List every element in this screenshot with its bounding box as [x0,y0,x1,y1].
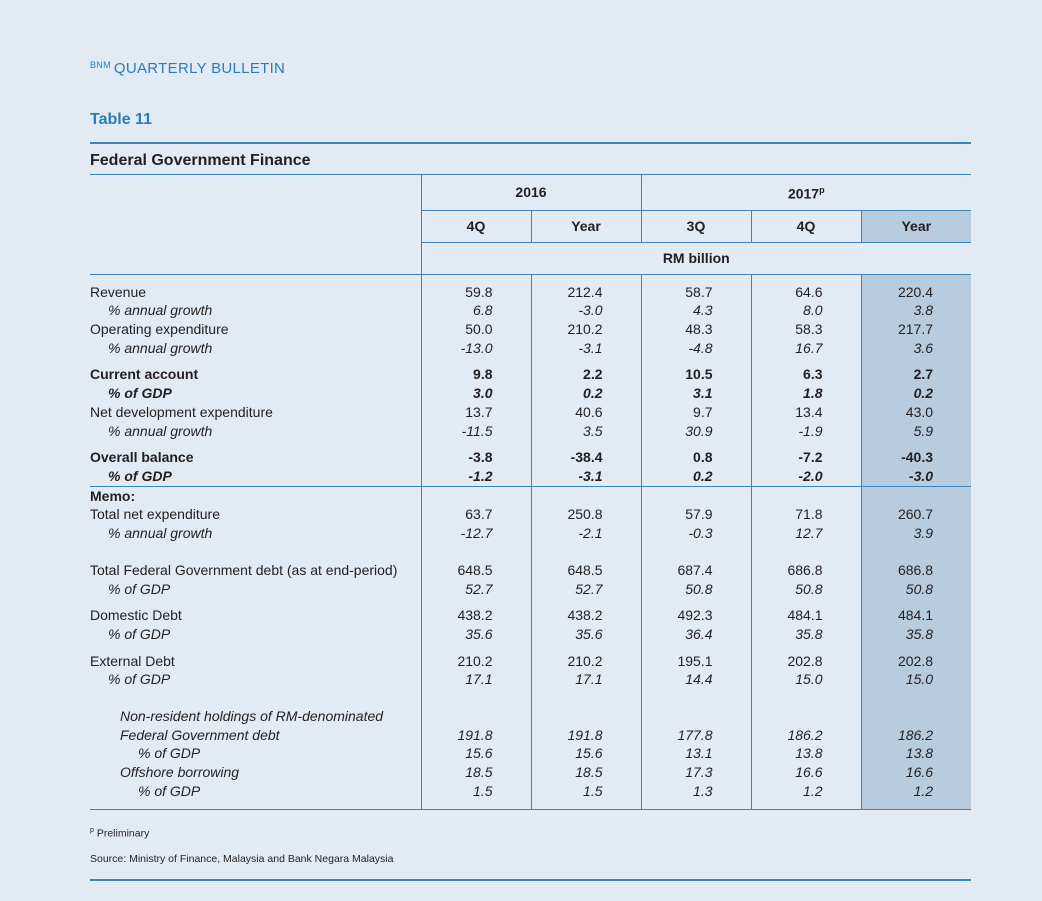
value-cell: -11.5 [421,422,531,441]
value-cell: 210.2 [421,652,531,671]
value-cell: 14.4 [641,670,751,689]
value-cell: 35.8 [751,625,861,644]
spacer-cell [751,357,861,365]
header-blank [90,175,421,211]
value-cell: 686.8 [751,561,861,580]
col-header-year-2017: Year [861,210,971,242]
spacer-cell [641,274,751,283]
value-cell: 687.4 [641,561,751,580]
row-label: % of GDP [108,671,171,688]
table-row [90,561,971,580]
spacer-cell [641,543,751,561]
footnote-sup: p [90,827,94,834]
spacer-row [90,543,971,561]
value-cell: 71.8 [751,505,861,524]
value-cell: 35.6 [421,625,531,644]
value-cell: 212.4 [531,283,641,302]
table-row [90,652,971,671]
col-header-year-2016: Year [531,210,641,242]
table-row [90,403,971,422]
spacer-cell [531,543,641,561]
header-row-years [90,175,971,211]
spacer-cell [90,689,421,707]
table-row [90,782,971,801]
table-row [90,301,971,320]
row-label: Domestic Debt [90,607,182,624]
bulletin-title: QUARTERLY BULLETIN [113,60,286,77]
value-cell: 58.3 [751,320,861,339]
value-cell: 1.2 [861,782,971,801]
value-cell: 1.8 [751,384,861,403]
value-cell: 202.8 [861,652,971,671]
table-row [90,670,971,689]
value-cell: 50.8 [641,580,751,599]
spacer-cell [751,598,861,606]
value-cell: 58.7 [641,283,751,302]
spacer-cell [641,644,751,652]
value-cell: 260.7 [861,505,971,524]
spacer-cell [861,598,971,606]
spacer-cell [861,440,971,448]
col-header-3q-2017: 3Q [641,210,751,242]
value-cell: 686.8 [861,561,971,580]
spacer-cell [421,274,531,283]
table-row [90,707,971,726]
spacer-cell [861,357,971,365]
spacer-cell [861,689,971,707]
spacer-cell [641,689,751,707]
spacer-cell [421,357,531,365]
spacer-cell [90,644,421,652]
row-label: % of GDP [138,782,201,799]
value-cell [531,486,641,505]
spacer-cell [861,274,971,283]
value-cell: 648.5 [421,561,531,580]
value-cell [641,707,751,726]
value-cell: -40.3 [861,448,971,467]
spacer-cell [751,801,861,810]
value-cell: 438.2 [531,606,641,625]
value-cell: 186.2 [751,726,861,745]
value-cell: 195.1 [641,652,751,671]
table-row [90,505,971,524]
spacer-cell [531,274,641,283]
table-row [90,486,971,505]
row-label: % annual growth [108,422,213,439]
spacer-cell [90,543,421,561]
table-row [90,726,971,745]
spacer-cell [90,598,421,606]
value-cell: 13.8 [751,744,861,763]
value-cell: -3.0 [531,301,641,320]
spacer-cell [751,543,861,561]
row-label: % annual growth [108,525,213,542]
spacer-cell [421,598,531,606]
value-cell: 191.8 [531,726,641,745]
table-row [90,422,971,441]
value-cell: 50.8 [751,580,861,599]
value-cell: 191.8 [421,726,531,745]
value-cell: 8.0 [751,301,861,320]
row-label: % annual growth [108,302,213,319]
col-header-4q-2017: 4Q [751,210,861,242]
value-cell: 15.0 [861,670,971,689]
col-header-4q-2016: 4Q [421,210,531,242]
spacer-cell [90,357,421,365]
value-cell: -3.1 [531,339,641,358]
value-cell: -12.7 [421,524,531,543]
value-cell: 13.4 [751,403,861,422]
value-cell: 13.1 [641,744,751,763]
value-cell: 16.6 [751,763,861,782]
value-cell: 17.1 [421,670,531,689]
value-cell [861,486,971,505]
value-cell: -0.3 [641,524,751,543]
spacer-cell [861,801,971,810]
spacer-row [90,274,971,283]
spacer-cell [751,644,861,652]
value-cell: -13.0 [421,339,531,358]
value-cell [641,486,751,505]
value-cell [421,707,531,726]
spacer-cell [641,598,751,606]
spacer-cell [421,644,531,652]
value-cell: 492.3 [641,606,751,625]
value-cell: 0.2 [641,467,751,486]
value-cell: 0.8 [641,448,751,467]
value-cell: -7.2 [751,448,861,467]
spacer-cell [641,801,751,810]
value-cell: 210.2 [531,652,641,671]
table-row [90,580,971,599]
value-cell: 1.5 [421,782,531,801]
table-row [90,283,971,302]
spacer-cell [641,357,751,365]
value-cell: 59.8 [421,283,531,302]
value-cell: -3.1 [531,467,641,486]
spacer-cell [421,543,531,561]
row-label: % annual growth [108,339,213,356]
table-row [90,384,971,403]
table-row [90,763,971,782]
row-label: % of GDP [108,385,172,402]
value-cell: 3.5 [531,422,641,441]
value-cell: 36.4 [641,625,751,644]
value-cell: 15.0 [751,670,861,689]
table-row [90,524,971,543]
bottom-divider [90,879,971,881]
value-cell: 3.1 [641,384,751,403]
value-cell: 18.5 [421,763,531,782]
row-label: Net development expenditure [90,403,273,420]
spacer-cell [531,689,641,707]
value-cell: -4.8 [641,339,751,358]
value-cell: -1.2 [421,467,531,486]
spacer-cell [421,689,531,707]
value-cell: 12.7 [751,524,861,543]
row-label: % of GDP [108,467,172,484]
value-cell: 13.8 [861,744,971,763]
value-cell: 30.9 [641,422,751,441]
spacer-cell [641,440,751,448]
value-cell: 15.6 [421,744,531,763]
value-cell: 484.1 [751,606,861,625]
spacer-cell [90,440,421,448]
value-cell: 43.0 [861,403,971,422]
value-cell [531,707,641,726]
spacer-cell [861,543,971,561]
spacer-cell [531,357,641,365]
header-2017-year: 2017 [787,185,820,202]
top-divider [90,142,971,144]
row-label: Memo: [90,486,421,505]
value-cell: 210.2 [531,320,641,339]
value-cell: -3.8 [421,448,531,467]
value-cell: 648.5 [531,561,641,580]
value-cell [751,486,861,505]
spacer-row [90,357,971,365]
table-row [90,320,971,339]
value-cell: -2.1 [531,524,641,543]
value-cell: -38.4 [531,448,641,467]
row-label: Non-resident holdings of RM-denominated [120,708,384,725]
spacer-cell [531,801,641,810]
value-cell: 50.8 [861,580,971,599]
spacer-row [90,644,971,652]
value-cell [421,486,531,505]
value-cell: 35.8 [861,625,971,644]
value-cell: 3.9 [861,524,971,543]
value-cell: 177.8 [641,726,751,745]
table-title: Federal Government Finance [90,152,311,169]
spacer-cell [751,274,861,283]
value-cell: 6.3 [751,365,861,384]
value-cell: 57.9 [641,505,751,524]
spacer-cell [751,689,861,707]
spacer-cell [421,440,531,448]
table-row [90,625,971,644]
value-cell: 0.2 [861,384,971,403]
finance-table [90,174,971,810]
row-label: External Debt [90,652,175,669]
spacer-row [90,689,971,707]
value-cell: 2.7 [861,365,971,384]
row-label: Overall balance [90,449,194,466]
value-cell: 17.3 [641,763,751,782]
header-2016: 2016 [421,175,641,211]
value-cell: 1.5 [531,782,641,801]
row-label: Offshore borrowing [120,764,240,781]
value-cell: 250.8 [531,505,641,524]
table-row [90,467,971,486]
table-body [90,274,971,809]
value-cell: 202.8 [751,652,861,671]
value-cell: 6.8 [421,301,531,320]
spacer-row [90,801,971,810]
value-cell: 9.7 [641,403,751,422]
value-cell: 3.0 [421,384,531,403]
value-cell: 3.8 [861,301,971,320]
spacer-cell [751,440,861,448]
row-label: % of GDP [138,745,201,762]
table-row [90,448,971,467]
spacer-cell [531,598,641,606]
footnote-source: Source: Ministry of Finance, Malaysia and Bank Negara Malaysia [90,853,394,865]
value-cell: 1.3 [641,782,751,801]
header-2017 [641,175,971,211]
row-label: Current account [90,366,199,383]
spacer-cell [861,644,971,652]
value-cell: 217.7 [861,320,971,339]
value-cell: 13.7 [421,403,531,422]
table-row [90,744,971,763]
header-row-unit [90,242,971,274]
value-cell: 10.5 [641,365,751,384]
finance-table-container [90,174,971,810]
value-cell: 3.6 [861,339,971,358]
value-cell: 18.5 [531,763,641,782]
spacer-cell [90,274,421,283]
header-row-periods [90,210,971,242]
value-cell: 484.1 [861,606,971,625]
spacer-cell [531,440,641,448]
bulletin-brand: BNM [90,60,111,70]
row-label: Operating expenditure [90,321,229,338]
table-number: Table 11 [90,111,152,128]
spacer-cell [90,801,421,810]
table-row [90,365,971,384]
footnote-preliminary [90,827,149,840]
value-cell: 52.7 [531,580,641,599]
header-blank [90,210,421,242]
value-cell: 52.7 [421,580,531,599]
value-cell [751,707,861,726]
value-cell: 35.6 [531,625,641,644]
row-label: Federal Government debt [120,726,280,743]
value-cell: 4.3 [641,301,751,320]
unit-label: RM billion [421,242,971,274]
value-cell: 15.6 [531,744,641,763]
value-cell: 2.2 [531,365,641,384]
table-row [90,339,971,358]
value-cell: 50.0 [421,320,531,339]
value-cell: 1.2 [751,782,861,801]
value-cell: 5.9 [861,422,971,441]
spacer-cell [421,801,531,810]
header-2017-sup: p [819,185,825,195]
value-cell: 64.6 [751,283,861,302]
value-cell: 17.1 [531,670,641,689]
spacer-row [90,440,971,448]
spacer-cell [531,644,641,652]
row-label: Revenue [90,283,147,300]
row-label: Total net expenditure [90,506,220,523]
row-label: Total Federal Government debt (as at end-period) [90,561,398,578]
value-cell: 16.7 [751,339,861,358]
table-row [90,606,971,625]
value-cell: 40.6 [531,403,641,422]
spacer-row [90,598,971,606]
row-label: % of GDP [108,580,171,597]
value-cell: 16.6 [861,763,971,782]
value-cell: 63.7 [421,505,531,524]
value-cell [861,707,971,726]
value-cell: 438.2 [421,606,531,625]
row-label: % of GDP [108,625,171,642]
value-cell: 186.2 [861,726,971,745]
bulletin-header [90,60,285,77]
footnote-preliminary-text: Preliminary [96,827,150,840]
value-cell: -3.0 [861,467,971,486]
value-cell: 220.4 [861,283,971,302]
value-cell: -1.9 [751,422,861,441]
value-cell: 0.2 [531,384,641,403]
value-cell: 48.3 [641,320,751,339]
header-blank [90,242,421,274]
value-cell: 9.8 [421,365,531,384]
value-cell: -2.0 [751,467,861,486]
